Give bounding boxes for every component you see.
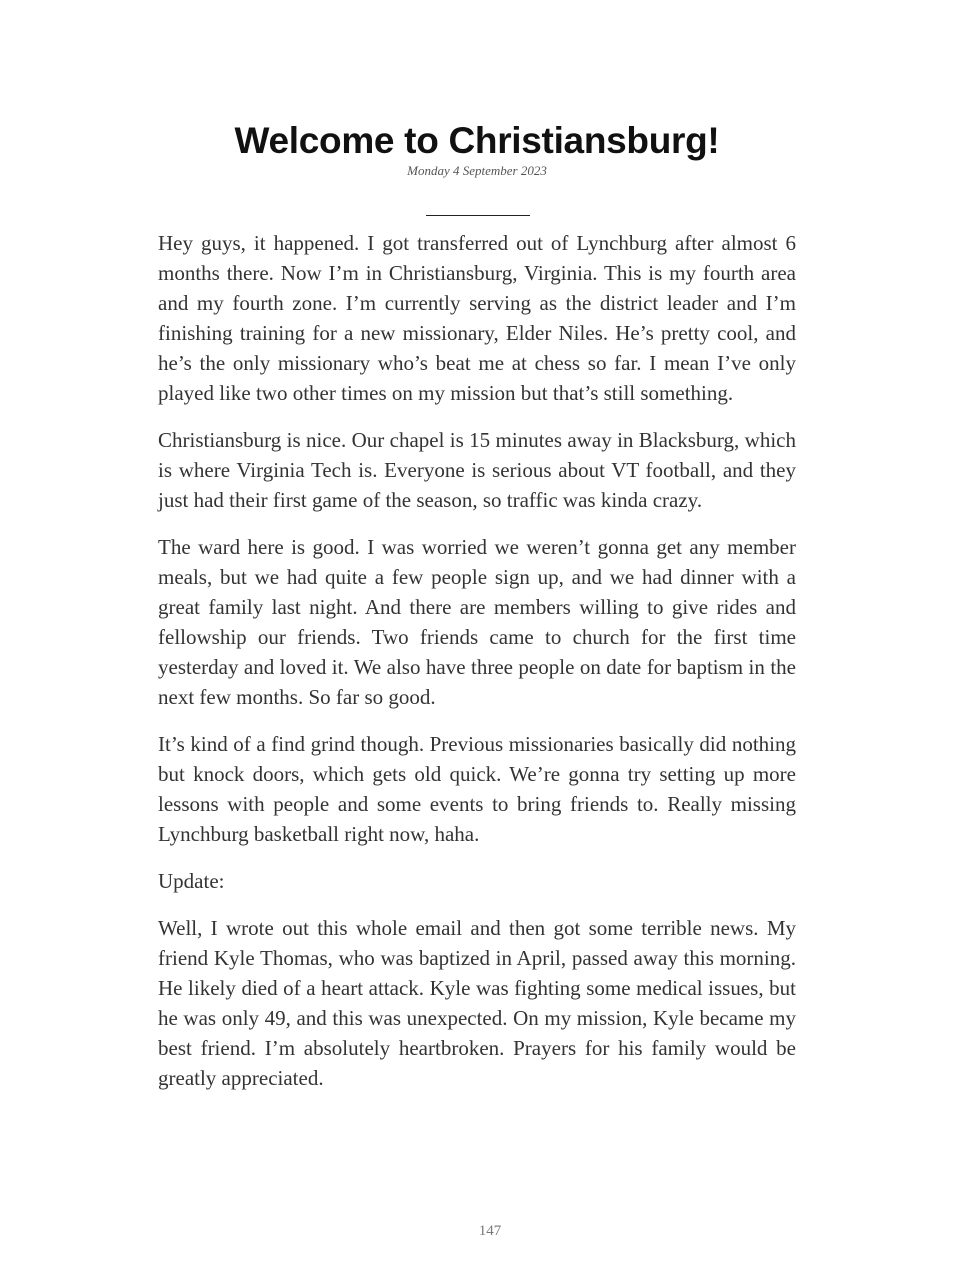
paragraph: It’s kind of a find grind though. Previous missionaries basically did nothing but knock doors, which gets old quick. We’re gonna try setting up more lessons with people and some events to bring friends to. Really missing Lynchburg basketball right now, haha. <box>158 732 796 846</box>
paragraph: Update: <box>158 869 225 893</box>
page-number: 147 <box>478 1223 502 1239</box>
paragraph: Hey guys, it happened. I got transferred out of Lynchburg after almost 6 months there. Now I’m in Christiansburg, Virginia. This is my fourth area and my fourth zone. I’m currently serving as the district leader and I’m finishing training for a new missionary, Elder Niles. He’s pretty cool, and he’s the only missionary who’s beat me at chess so far. I mean I’ve only played like two other times on my mission but that’s still something. <box>158 231 796 405</box>
paragraph: Well, I wrote out this whole email and then got some terrible news. My friend Kyle Thomas, who was baptized in April, passed away this morning. He likely died of a heart attack. Kyle was fighting some medical issues, but he was only 49, and this was unexpected. On my mission, Kyle became my best friend. I’m absolutely heartbroken. Prayers for his family would be greatly appreciated. <box>158 916 796 1090</box>
body-text <box>158 228 796 1110</box>
page-title: Welcome to Christiansburg! <box>234 120 720 161</box>
title-divider <box>426 215 530 216</box>
paragraph: Christiansburg is nice. Our chapel is 15 minutes away in Blacksburg, which is where Virginia Tech is. Everyone is serious about VT football, and they just had their first game of the season, so traffic was kinda crazy. <box>158 428 796 512</box>
post-date: Monday 4 September 2023 <box>407 163 547 178</box>
paragraph: The ward here is good. I was worried we weren’t gonna get any member meals, but we had quite a few people sign up, and we had dinner with a great family last night. And there are members willing to give rides and fellowship our friends. Two friends came to church for the first time yesterday and loved it. We also have three people on date for baptism in the next few months. So far so good. <box>158 535 796 709</box>
